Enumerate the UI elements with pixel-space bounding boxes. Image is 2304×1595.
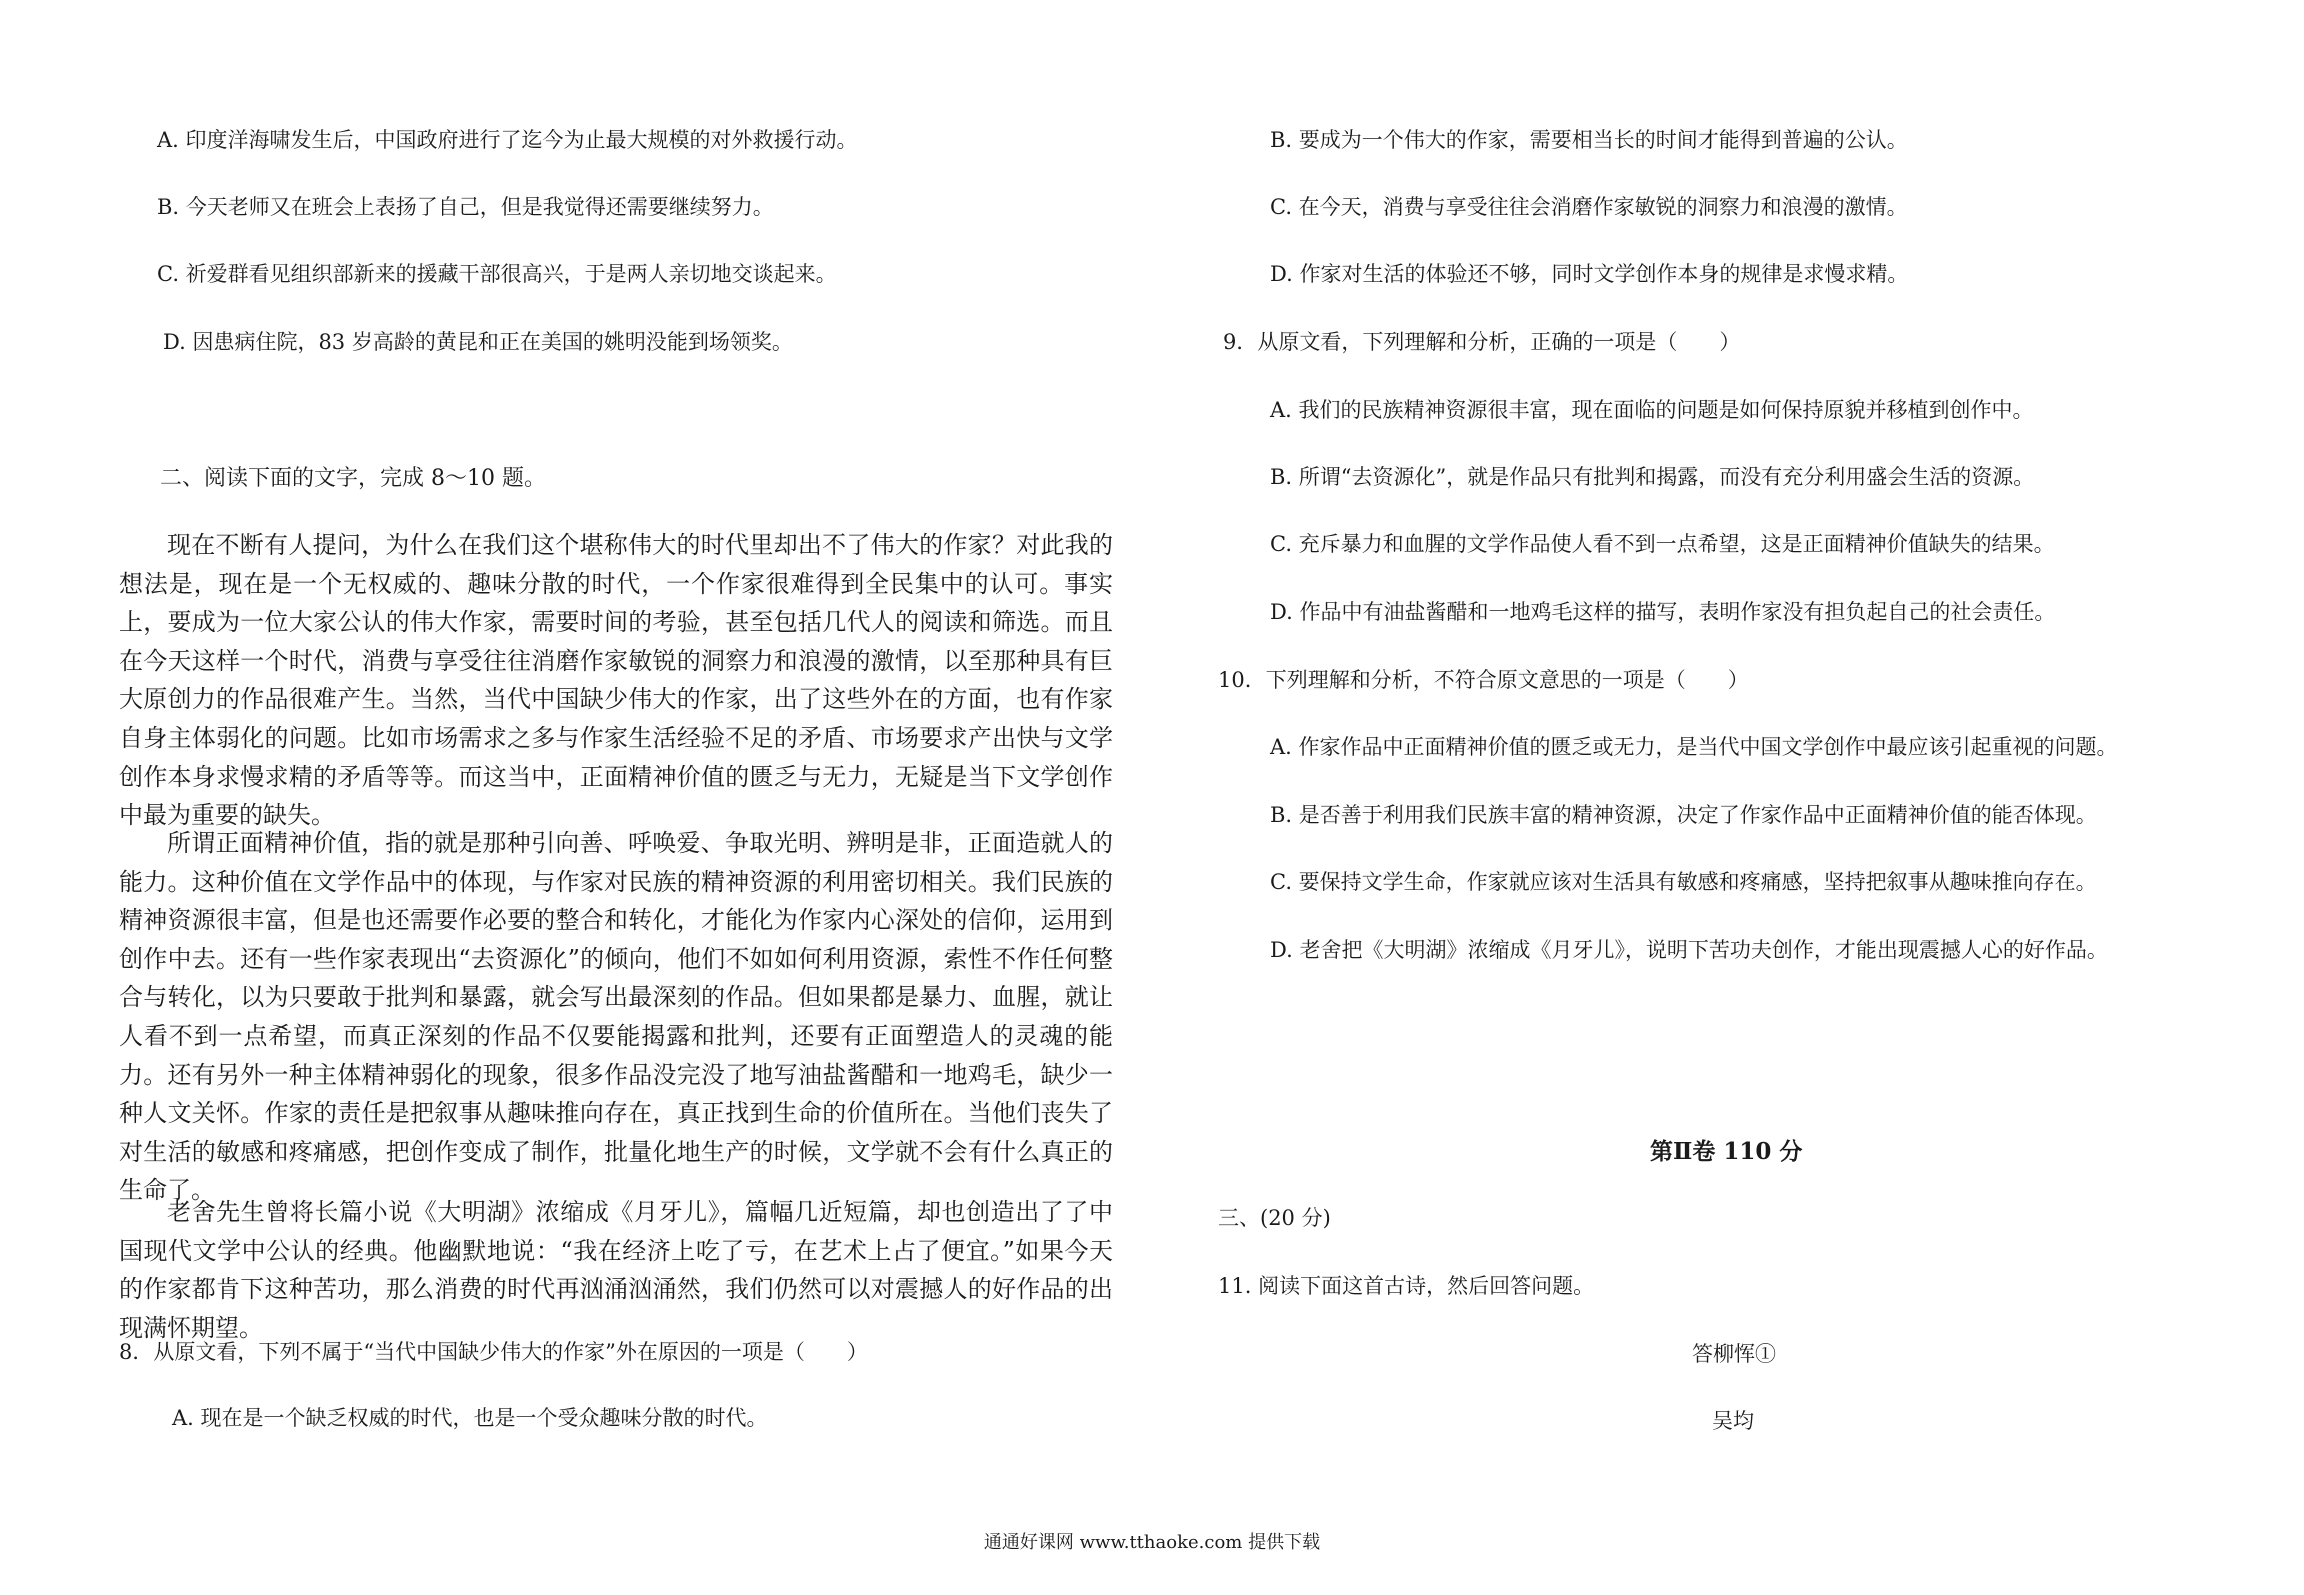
question-8: 8．从原文看，下列不属于“当代中国缺少伟大的作家”外在原因的一项是（ ） (119, 1340, 868, 1364)
question-10-option-c: C. 要保持文学生命，作家就应该对生活具有敏感和疼痛感，坚持把叙事从趣味推向存在。 (1270, 870, 2097, 894)
passage-text-2: 所谓正面精神价值，指的就是那种引向善、呼唤爱、争取光明、辨明是非，正面造就人的能力。这种价值在文学作品中的体现，与作家对民族的精神资源的利用密切相关。我们民族的精神资源很丰富，但是也还需要作必要的整合和转化，才能化为作家内心深处的信仰，运用到创作中去。还有一些作家表现出“去资源化”的倾向，他们不如如何利用资源，索性不作任何整合与转化，以为只要敢于批判和暴露，就会写出最深刻的作品。但如果都是暴力、血腥，就让人看不到一点希望，而真正深刻的作品不仅要能揭露和批判，还要有正面塑造人的灵魂的能力。还有另外一种主体精神弱化的现象，很多作品没完没了地写油盐酱醋和一地鸡毛，缺少一种人文关怀。作家的责任是把叙事从趣味推向存在，真正找到生命的价值所在。当他们丧失了对生活的敏感和疼痛感，把创作变成了制作，批量化地生产的时候，文学就不会有什么真正的生命了。 (119, 829, 1113, 1205)
question-10-option-b: B. 是否善于利用我们民族丰富的精神资源，决定了作家作品中正面精神价值的能否体现。 (1270, 803, 2097, 827)
section-3-title: 三、(20 分) (1218, 1206, 1331, 1230)
passage-paragraph-3 (119, 1193, 1113, 1347)
question-9-option-c: C. 充斥暴力和血腥的文学作品使人看不到一点希望，这是正面精神价值缺失的结果。 (1270, 532, 2055, 556)
question-11: 11. 阅读下面这首古诗，然后回答问题。 (1218, 1274, 1595, 1298)
poem-author: 吴均 (1712, 1409, 1754, 1433)
question-8-option-d: D. 作家对生活的体验还不够，同时文学创作本身的规律是求慢求精。 (1270, 262, 1909, 286)
volume-2-title: 第Ⅱ卷 110 分 (1650, 1138, 1803, 1165)
question-10: 10．下列理解和分析，不符合原文意思的一项是（ ） (1218, 668, 1749, 692)
question-8-option-b: B. 要成为一个伟大的作家，需要相当长的时间才能得到普遍的公认。 (1270, 128, 1908, 152)
page-footer: 通通好课网 www.tthaoke.com 提供下载 (983, 1532, 1321, 1553)
section-2-title: 二、阅读下面的文字，完成 8～10 题。 (160, 466, 546, 491)
question-9-option-b: B. 所谓“去资源化”，就是作品只有批判和揭露，而没有充分利用盛会生活的资源。 (1270, 465, 2035, 489)
passage-text-1: 现在不断有人提问，为什么在我们这个堪称伟大的时代里却出不了伟大的作家？对此我的想法是，现在是一个无权威的、趣味分散的时代，一个作家很难得到全民集中的认可。事实上，要成为一位大家公认的伟大作家，需要时间的考验，甚至包括几代人的阅读和筛选。而且在今天这样一个时代，消费与享受往往消磨作家敏锐的洞察力和浪漫的激情，以至那种具有巨大原创力的作品很难产生。当然，当代中国缺少伟大的作家，出了这些外在的方面，也有作家自身主体弱化的问题。比如市场需求之多与作家生活经验不足的矛盾、市场要求产出快与文学创作本身求慢求精的矛盾等等。而这当中，正面精神价值的匮乏与无力，无疑是当下文学创作中最为重要的缺失。 (119, 531, 1113, 830)
question-10-option-a: A. 作家作品中正面精神价值的匮乏或无力，是当代中国文学创作中最应该引起重视的问题。 (1270, 735, 2118, 759)
poem-title: 答柳恽① (1692, 1342, 1776, 1366)
option-c-top: C. 祈爱群看见组织部新来的援藏干部很高兴，于是两人亲切地交谈起来。 (157, 262, 837, 286)
question-9: 9．从原文看，下列理解和分析，正确的一项是（ ） (1223, 330, 1741, 354)
option-d-top: D. 因患病住院，83 岁高龄的黄昆和正在美国的姚明没能到场领奖。 (163, 330, 793, 354)
question-10-option-d: D. 老舍把《大明湖》浓缩成《月牙儿》，说明下苦功夫创作，才能出现震撼人心的好作品。 (1270, 938, 2108, 962)
question-9-option-a: A. 我们的民族精神资源很丰富，现在面临的问题是如何保持原貌并移植到创作中。 (1270, 398, 2034, 422)
question-8-option-a: A. 现在是一个缺乏权威的时代，也是一个受众趣味分散的时代。 (172, 1406, 768, 1430)
option-b-top: B. 今天老师又在班会上表扬了自己，但是我觉得还需要继续努力。 (157, 195, 774, 219)
passage-text-3: 老舍先生曾将长篇小说《大明湖》浓缩成《月牙儿》，篇幅几近短篇，却也创造出了了中国现代文学中公认的经典。他幽默地说：“我在经济上吃了亏，在艺术上占了便宜。”如果今天的作家都肯下这种苦功，那么消费的时代再汹涌汹涌然，我们仍然可以对震撼人的好作品的出现满怀期望。 (119, 1198, 1113, 1342)
question-9-option-d: D. 作品中有油盐酱醋和一地鸡毛这样的描写，表明作家没有担负起自己的社会责任。 (1270, 600, 2056, 624)
option-a-top: A. 印度洋海啸发生后，中国政府进行了迄今为止最大规模的对外救援行动。 (157, 128, 858, 152)
question-8-option-c: C. 在今天，消费与享受往往会消磨作家敏锐的洞察力和浪漫的激情。 (1270, 195, 1908, 219)
passage-paragraph-1 (119, 526, 1113, 835)
passage-paragraph-2 (119, 824, 1113, 1210)
